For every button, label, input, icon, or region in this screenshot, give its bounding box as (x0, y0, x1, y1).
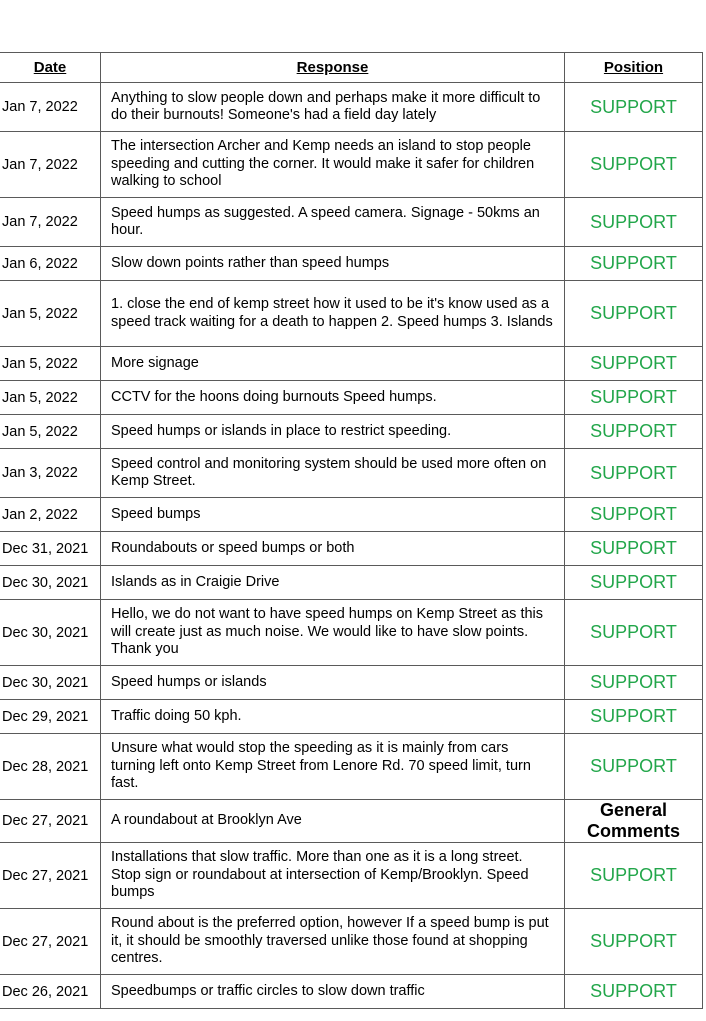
response-date: Jan 5, 2022 (0, 281, 101, 347)
response-column-header: Response (101, 53, 565, 83)
position-badge: SUPPORT (565, 498, 703, 532)
response-text: Hello, we do not want to have speed humps on Kemp Street as this will create just as much noise. We would like to have slow points. Thank you (101, 600, 565, 666)
responses-sheet (0, 52, 702, 1009)
header-row (0, 53, 703, 83)
response-date: Dec 30, 2021 (0, 600, 101, 666)
response-text: Traffic doing 50 kph. (101, 700, 565, 734)
table-row (0, 415, 703, 449)
response-date: Jan 6, 2022 (0, 247, 101, 281)
table-row (0, 909, 703, 975)
table-row (0, 498, 703, 532)
table-row (0, 198, 703, 247)
response-date: Jan 3, 2022 (0, 449, 101, 498)
response-date: Jan 2, 2022 (0, 498, 101, 532)
table-row (0, 347, 703, 381)
table-row (0, 281, 703, 347)
position-badge: SUPPORT (565, 909, 703, 975)
response-text: A roundabout at Brooklyn Ave (101, 800, 565, 843)
position-badge: SUPPORT (565, 449, 703, 498)
response-date: Jan 7, 2022 (0, 198, 101, 247)
response-text: The intersection Archer and Kemp needs an island to stop people speeding and cutting the corner. It would make it safer for children walking to school (101, 132, 565, 198)
table-row (0, 600, 703, 666)
position-badge: SUPPORT (565, 600, 703, 666)
response-date: Dec 30, 2021 (0, 566, 101, 600)
position-column-header: Position (565, 53, 703, 83)
position-badge: SUPPORT (565, 198, 703, 247)
response-text: 1. close the end of kemp street how it used to be it's know used as a speed track waiting for a death to happen 2. Speed humps 3. Islands (101, 281, 565, 347)
response-text: Slow down points rather than speed humps (101, 247, 565, 281)
position-badge: SUPPORT (565, 700, 703, 734)
position-badge: SUPPORT (565, 347, 703, 381)
response-date: Dec 27, 2021 (0, 800, 101, 843)
table-row (0, 975, 703, 1009)
response-text: Islands as in Craigie Drive (101, 566, 565, 600)
position-badge: SUPPORT (565, 532, 703, 566)
table-row (0, 532, 703, 566)
position-badge: General Comments (565, 800, 703, 843)
position-badge: SUPPORT (565, 281, 703, 347)
table-row (0, 247, 703, 281)
response-text: Speed control and monitoring system should be used more often on Kemp Street. (101, 449, 565, 498)
position-badge: SUPPORT (565, 843, 703, 909)
table-row (0, 700, 703, 734)
response-text: Speed humps as suggested. A speed camera. Signage - 50kms an hour. (101, 198, 565, 247)
response-text: Speed humps or islands (101, 666, 565, 700)
response-date: Dec 30, 2021 (0, 666, 101, 700)
position-badge: SUPPORT (565, 132, 703, 198)
response-date: Dec 26, 2021 (0, 975, 101, 1009)
responses-table (0, 52, 703, 1009)
response-text: CCTV for the hoons doing burnouts Speed humps. (101, 381, 565, 415)
table-row (0, 83, 703, 132)
response-date: Dec 27, 2021 (0, 909, 101, 975)
response-text: Speed humps or islands in place to restrict speeding. (101, 415, 565, 449)
response-text: Roundabouts or speed bumps or both (101, 532, 565, 566)
position-badge: SUPPORT (565, 247, 703, 281)
response-date: Jan 5, 2022 (0, 381, 101, 415)
response-text: Round about is the preferred option, however If a speed bump is put it, it should be smoothly traversed unlike those found at shopping centres. (101, 909, 565, 975)
response-text: More signage (101, 347, 565, 381)
response-text: Speed bumps (101, 498, 565, 532)
response-date: Dec 31, 2021 (0, 532, 101, 566)
position-badge: SUPPORT (565, 566, 703, 600)
response-date: Dec 27, 2021 (0, 843, 101, 909)
response-date: Jan 5, 2022 (0, 415, 101, 449)
response-date: Jan 5, 2022 (0, 347, 101, 381)
position-badge: SUPPORT (565, 666, 703, 700)
table-row (0, 734, 703, 800)
position-badge: SUPPORT (565, 381, 703, 415)
response-date: Dec 29, 2021 (0, 700, 101, 734)
response-text: Installations that slow traffic. More than one as it is a long street. Stop sign or roundabout at intersection of Kemp/Brooklyn. Speed bumps (101, 843, 565, 909)
table-row (0, 381, 703, 415)
response-text: Unsure what would stop the speeding as it is mainly from cars turning left onto Kemp Street from Lenore Rd. 70 speed limit, turn fast. (101, 734, 565, 800)
response-date: Dec 28, 2021 (0, 734, 101, 800)
table-row (0, 800, 703, 843)
position-badge: SUPPORT (565, 975, 703, 1009)
table-row (0, 132, 703, 198)
table-row (0, 449, 703, 498)
response-text: Speedbumps or traffic circles to slow down traffic (101, 975, 565, 1009)
table-row (0, 566, 703, 600)
table-row (0, 843, 703, 909)
table-row (0, 666, 703, 700)
position-badge: SUPPORT (565, 83, 703, 132)
position-badge: SUPPORT (565, 734, 703, 800)
response-date: Jan 7, 2022 (0, 83, 101, 132)
date-column-header: Date (0, 53, 101, 83)
position-badge: SUPPORT (565, 415, 703, 449)
response-date: Jan 7, 2022 (0, 132, 101, 198)
response-text: Anything to slow people down and perhaps make it more difficult to do their burnouts! Someone's had a field day lately (101, 83, 565, 132)
